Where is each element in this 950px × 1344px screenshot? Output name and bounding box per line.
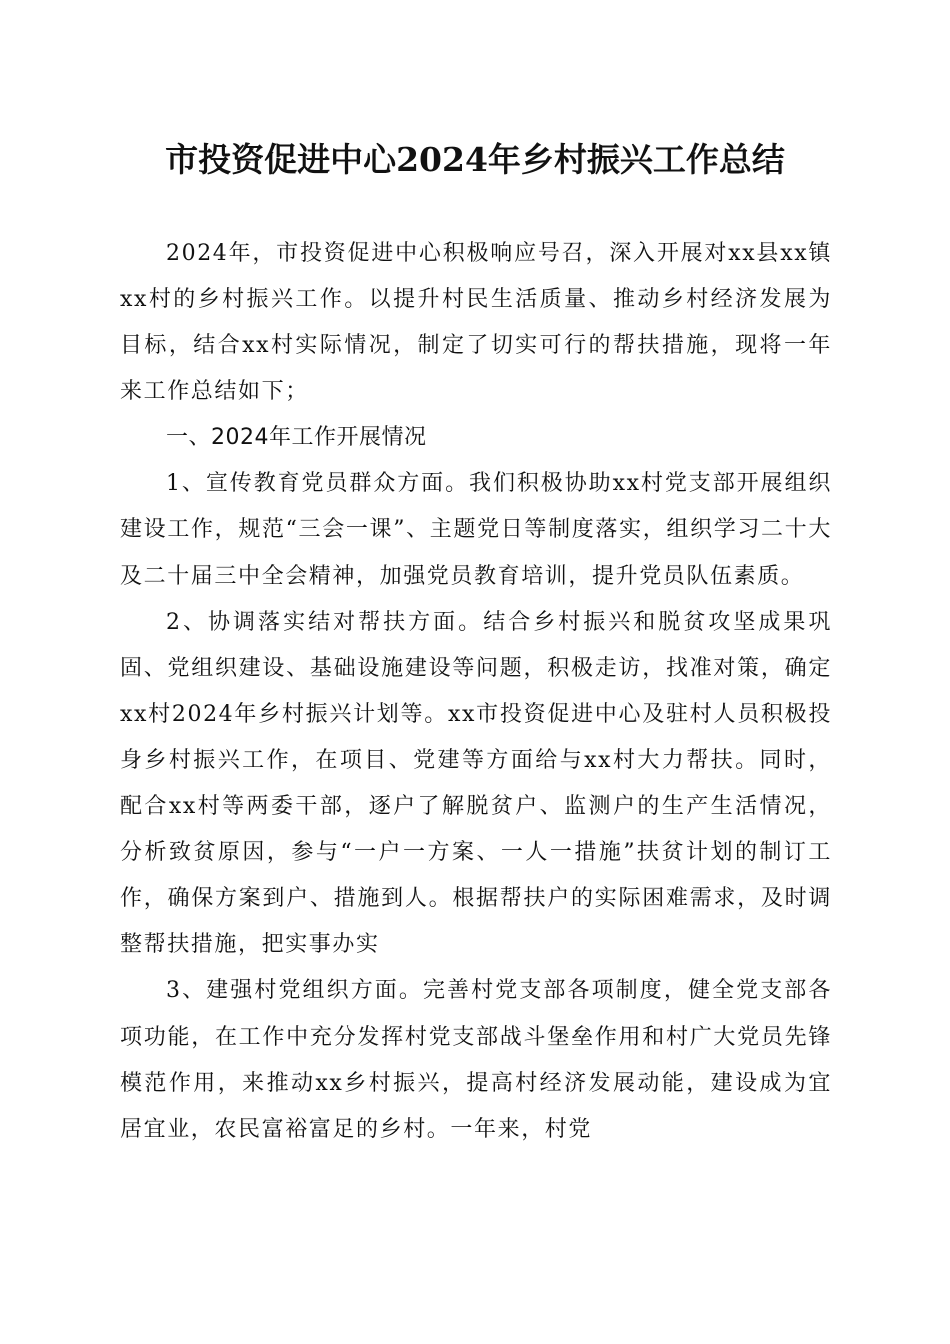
document-title: 市投资促进中心2024年乡村振兴工作总结 bbox=[165, 140, 785, 179]
intro-paragraph: 2024年，市投资促进中心积极响应号召，深入开展对xx县xx镇xx村的乡村振兴工作。以提升村民生活质量、推动乡村经济发展为目标，结合xx村实际情况，制定了切实可行的帮扶措施，现将一年来工作总结如下； bbox=[120, 241, 832, 405]
paragraph-item-2: 2、协调落实结对帮扶方面。结合乡村振兴和脱贫攻坚成果巩固、党组织建设、基础设施建设等问题，积极走访，找准对策，确定xx村2024年乡村振兴计划等。xx市投资促进中心及驻村人员积极投身乡村振兴工作，在项目、党建等方面给与xx村大力帮扶。同时，配合xx村等两委干部，逐户了解脱贫户、监测户的生产生活情况，分析致贫原因，参与“一户一方案、一人一措施”扶贫计划的制订工作，确保方案到户、措施到人。根据帮扶户的实际困难需求，及时调整帮扶措施，把实事办实 bbox=[120, 609, 832, 958]
paragraph-item-1: 1、宣传教育党员群众方面。我们积极协助xx村党支部开展组织建设工作，规范“三会一课”、主题党日等制度落实，组织学习二十大及二十届三中全会精神，加强党员教育培训，提升党员队伍素质。 bbox=[120, 471, 832, 589]
document-body bbox=[120, 231, 832, 1153]
paragraph-item-3: 3、建强村党组织方面。完善村党支部各项制度，健全党支部各项功能，在工作中充分发挥村党支部战斗堡垒作用和村广大党员先锋模范作用，来推动xx乡村振兴，提高村经济发展动能，建设成为宜居宜业，农民富裕富足的乡村。一年来，村党 bbox=[120, 978, 832, 1142]
section-heading: 一、2024年工作开展情况 bbox=[166, 425, 427, 451]
